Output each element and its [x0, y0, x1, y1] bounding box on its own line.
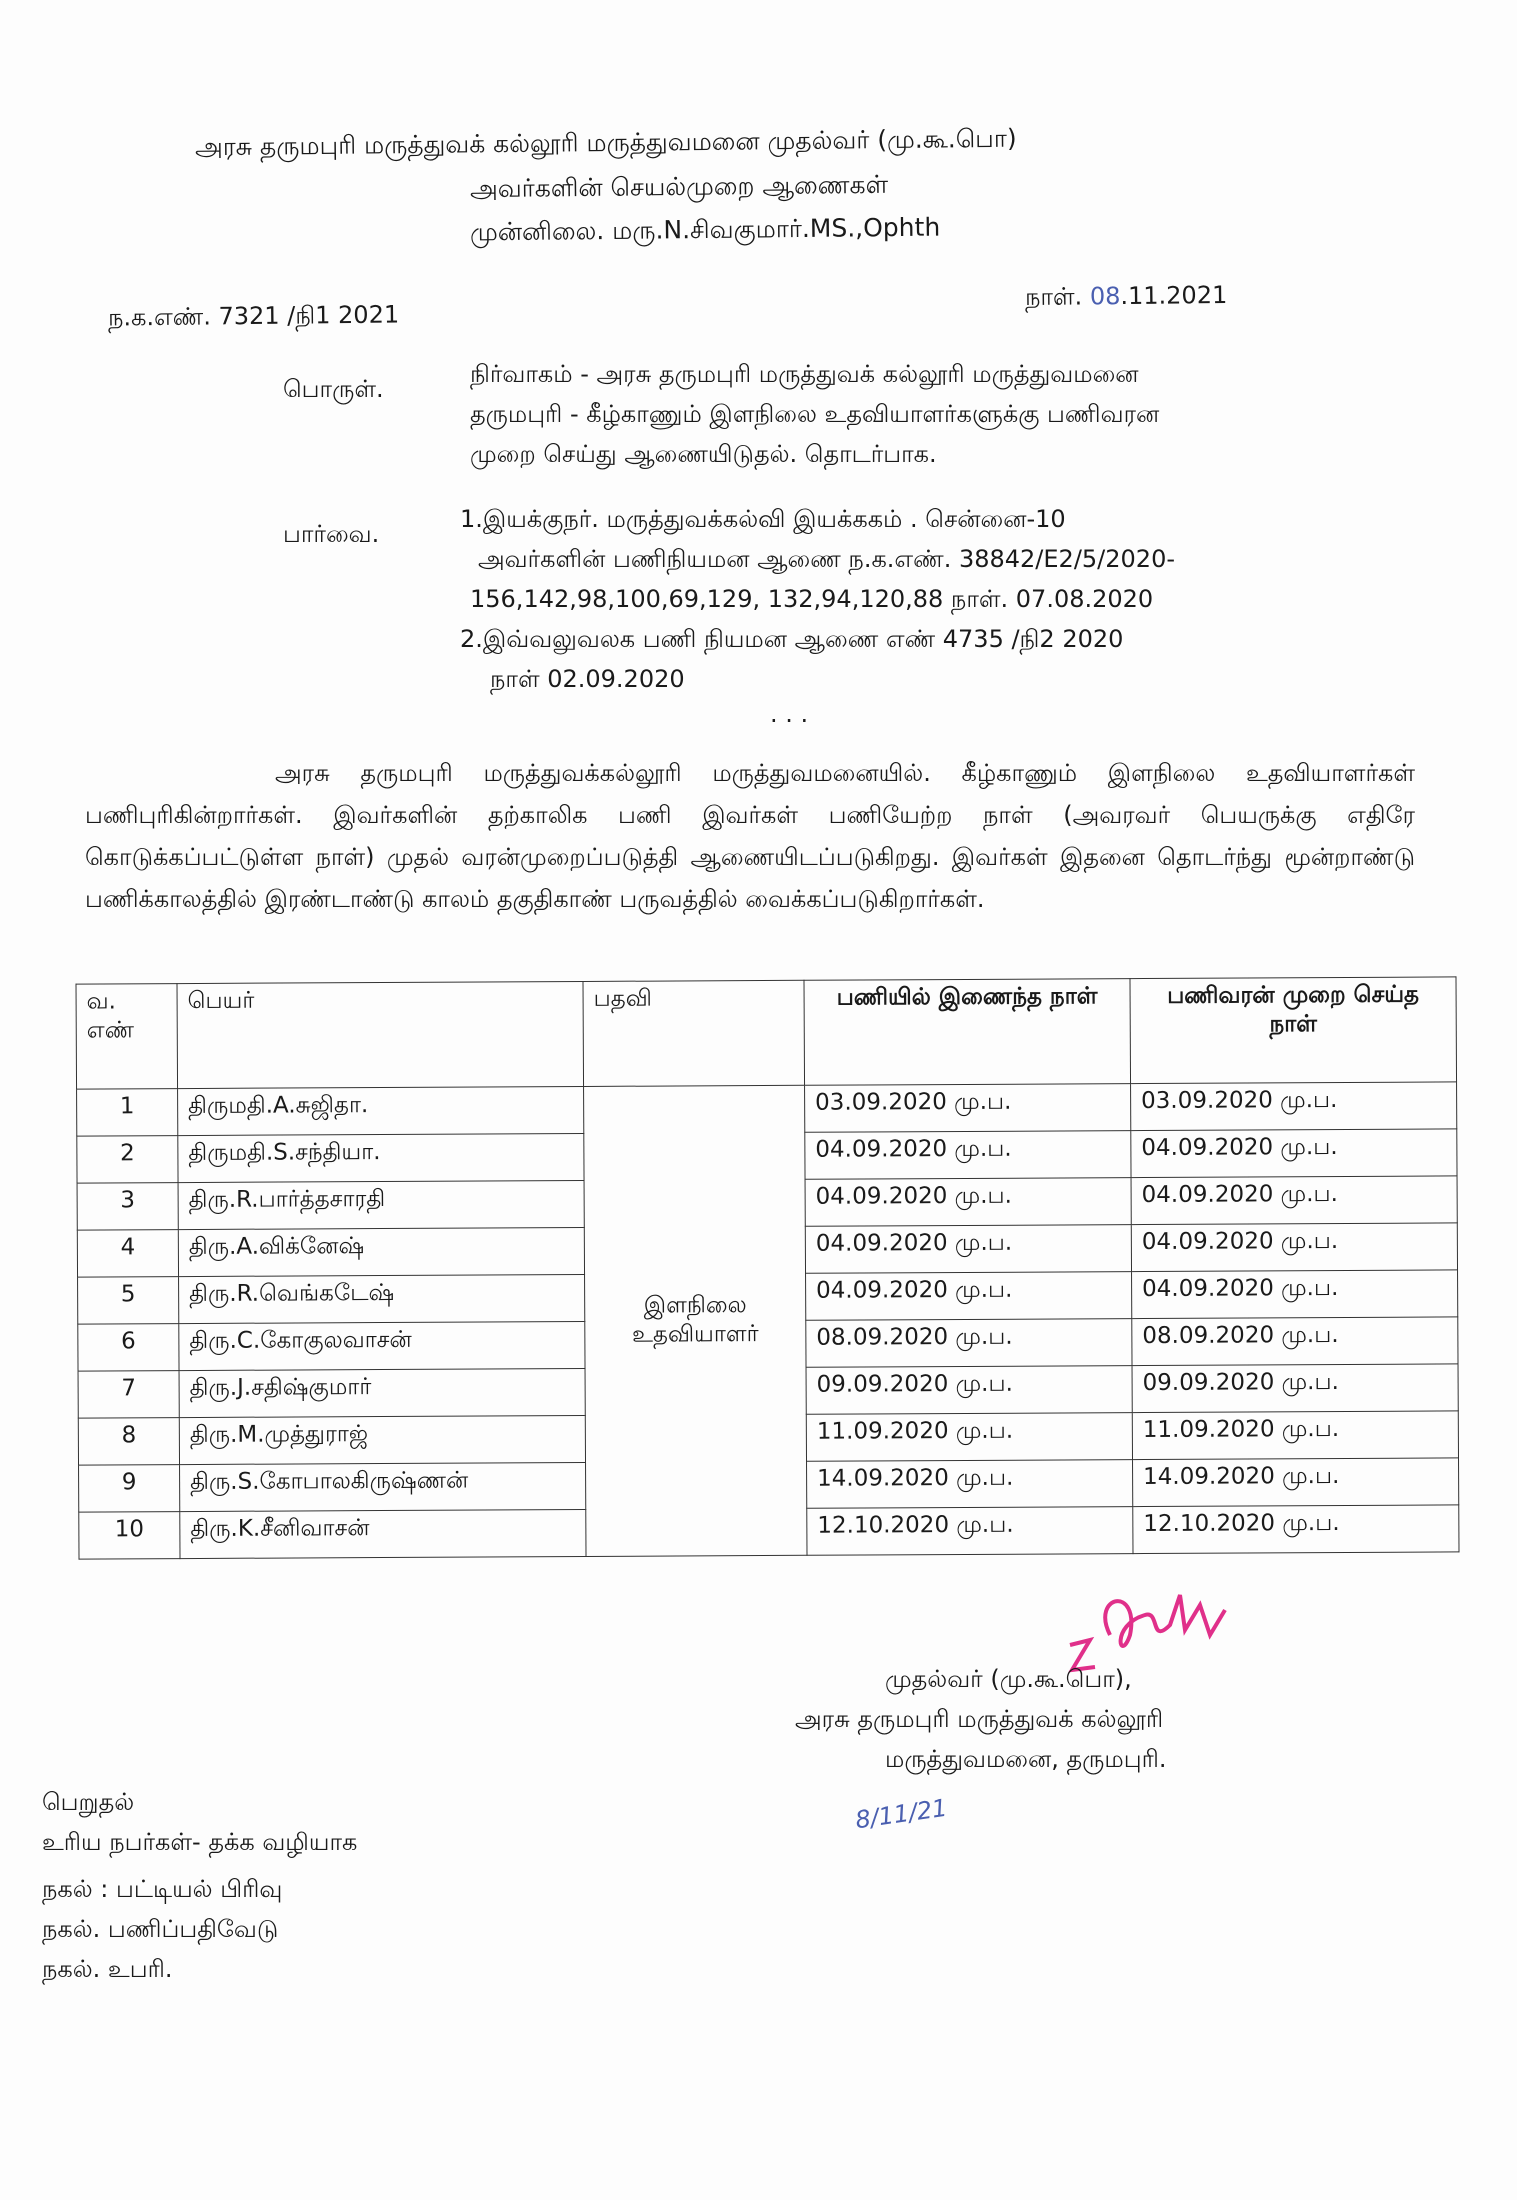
footer-line-5: நகல். உபரி.	[42, 1955, 173, 1983]
joined-date: 11.09.2020 மு.ப.	[806, 1413, 1132, 1462]
header-line-2: அவர்களின் செயல்முறை ஆணைகள்	[469, 169, 889, 204]
joined-date: 04.09.2020 மு.ப.	[805, 1131, 1131, 1180]
joined-date: 04.09.2020 மு.ப.	[805, 1178, 1131, 1227]
col-name: பெயர்	[177, 981, 584, 1088]
col-regularized: பணிவரன் முறை செய்த நாள்	[1130, 977, 1457, 1084]
reference-line-3: 156,142,98,100,69,129, 132,94,120,88 நாள். 07.08.2020	[470, 585, 1154, 613]
subject-line-1: நிர்வாகம் - அரசு தருமபுரி மருத்துவக் கல்லூரி மருத்துவமனை	[470, 360, 1139, 388]
row-number: 2	[77, 1136, 178, 1184]
reference-label: பார்வை.	[283, 520, 380, 548]
joined-date: 09.09.2020 மு.ப.	[806, 1366, 1132, 1415]
table-row	[77, 1082, 1457, 1136]
employee-name: திரு.R.பார்த்தசாரதி	[178, 1180, 584, 1229]
joined-date: 04.09.2020 மு.ப.	[805, 1225, 1131, 1274]
employee-name: திரு.K.சீனிவாசன்	[180, 1509, 586, 1558]
reference-line-4: 2.இவ்வலுவலக பணி நியமன ஆணை எண் 4735 /நி2 2020	[460, 625, 1124, 653]
date-day: 08	[1089, 282, 1121, 311]
row-number: 6	[78, 1324, 179, 1372]
joined-date: 12.10.2020 மு.ப.	[807, 1507, 1133, 1556]
subject-label: பொருள்.	[283, 375, 384, 403]
table-header	[76, 977, 1457, 1089]
row-number: 7	[78, 1371, 179, 1419]
joined-date: 03.09.2020 மு.ப.	[805, 1084, 1131, 1133]
regularized-date: 09.09.2020 மு.ப.	[1132, 1364, 1458, 1413]
employee-name: திரு.A.விக்னேஷ்	[178, 1227, 584, 1276]
date-rest: .11.2021	[1120, 280, 1228, 311]
regularized-date: 04.09.2020 மு.ப.	[1132, 1270, 1458, 1319]
regularized-date: 14.09.2020 மு.ப.	[1133, 1458, 1459, 1507]
col-joined: பணியில் இணைந்த நாள்	[804, 979, 1131, 1086]
separator: . . .	[770, 700, 809, 728]
staff-table	[76, 976, 1460, 1559]
employee-name: திரு.R.வெங்கடேஷ்	[179, 1274, 585, 1323]
regularized-date: 12.10.2020 மு.ப.	[1133, 1505, 1459, 1554]
row-number: 10	[79, 1512, 180, 1560]
footer-line-1: பெறுதல்	[42, 1788, 135, 1816]
employee-name: திரு.M.முத்துராஜ்	[179, 1415, 585, 1464]
regularized-date: 03.09.2020 மு.ப.	[1131, 1082, 1457, 1131]
order-date	[1025, 281, 1228, 314]
row-number: 1	[77, 1089, 178, 1137]
regularized-date: 11.09.2020 மு.ப.	[1132, 1411, 1458, 1460]
header-line-1: அரசு தருமபுரி மருத்துவக் கல்லூரி மருத்துவமனை முதல்வர் (மு.கூ.பொ)	[194, 123, 1017, 162]
regularized-date: 04.09.2020 மு.ப.	[1131, 1176, 1457, 1225]
row-number: 8	[78, 1418, 179, 1466]
signatory-line-2: அரசு தருமபுரி மருத்துவக் கல்லூரி	[795, 1705, 1164, 1733]
header-line-3: முன்னிலை. மரு.N.சிவகுமார்.MS.,Ophth	[469, 212, 941, 247]
regularized-date: 08.09.2020 மு.ப.	[1132, 1317, 1458, 1366]
post: இளநிலை உதவியாளர்	[584, 1085, 807, 1556]
reference-number: ந.க.எண். 7321 /நி1 2021	[107, 300, 400, 332]
reference-line-5: நாள் 02.09.2020	[490, 665, 685, 693]
col-post: பதவி	[583, 980, 805, 1086]
subject-line-3: முறை செய்து ஆணையிடுதல். தொடர்பாக.	[470, 440, 937, 468]
employee-name: திரு.C.கோகுலவாசன்	[179, 1321, 585, 1370]
subject-line-2: தருமபுரி - கீழ்காணும் இளநிலை உதவியாளர்களுக்கு பணிவரன	[470, 400, 1160, 428]
signatory-line-3: மருத்துவமனை, தருமபுரி.	[885, 1745, 1167, 1773]
signatory-line-1: முதல்வர் (மு.கூ.பொ),	[885, 1665, 1132, 1693]
employee-name: திரு.J.சதிஷ்குமார்	[179, 1368, 585, 1417]
employee-name: திருமதி.S.சந்தியா.	[178, 1133, 584, 1182]
row-number: 3	[77, 1183, 178, 1231]
row-number: 4	[77, 1230, 178, 1278]
joined-date: 14.09.2020 மு.ப.	[807, 1460, 1133, 1509]
regularized-date: 04.09.2020 மு.ப.	[1131, 1223, 1457, 1272]
joined-date: 08.09.2020 மு.ப.	[806, 1319, 1132, 1368]
initials-date: 8/11/21	[853, 1793, 950, 1835]
col-sno: வ. எண்	[76, 984, 178, 1090]
body-paragraph: அரசு தருமபுரி மருத்துவக்கல்லூரி மருத்துவமனையில். கீழ்காணும் இளநிலை உதவியாளர்கள் பணிபுரிகின்றார்கள். இவர்களின் தற்காலிக பணி இவர்கள் பணியேற்ற நாள் (அவரவர் பெயருக்கு எதிரே கொடுக்கப்பட்டுள்ள நாள்) முதல் வரன்முறைப்படுத்தி ஆணையிடப்படுகிறது. இவர்கள் இதனை தொடர்ந்து மூன்றாண்டு பணிக்காலத்தில் இரண்டாண்டு காலம் தகுதிகாண் பருவத்தில் வைக்கப்படுகிறார்கள்.	[85, 759, 1415, 913]
date-label: நாள்.	[1024, 282, 1083, 312]
employee-name: திரு.S.கோபாலகிருஷ்ணன்	[180, 1462, 586, 1511]
regularized-date: 04.09.2020 மு.ப.	[1131, 1129, 1457, 1178]
reference-line-2: அவர்களின் பணிநியமன ஆணை ந.க.எண். 38842/E2/5/2020-	[478, 545, 1175, 573]
footer-line-3: நகல் : பட்டியல் பிரிவு	[42, 1875, 283, 1903]
joined-date: 04.09.2020 மு.ப.	[806, 1272, 1132, 1321]
reference-line-1: 1.இயக்குநர். மருத்துவக்கல்வி இயக்ககம் . சென்னை-10	[460, 505, 1066, 533]
row-number: 9	[79, 1465, 180, 1513]
footer-line-2: உரிய நபர்கள்- தக்க வழியாக	[42, 1828, 358, 1856]
employee-name: திருமதி.A.சுஜிதா.	[178, 1086, 584, 1135]
footer-line-4: நகல். பணிப்பதிவேடு	[42, 1915, 279, 1943]
row-number: 5	[78, 1277, 179, 1325]
